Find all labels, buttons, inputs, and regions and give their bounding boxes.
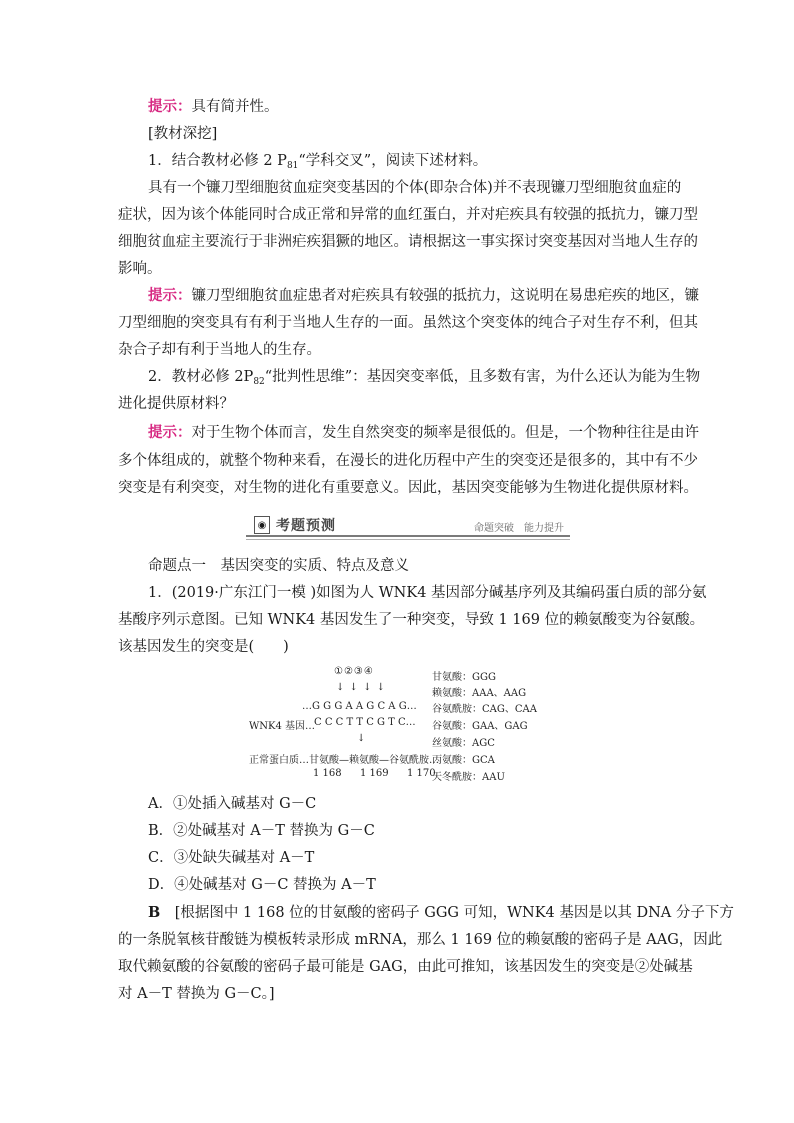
answer-line bbox=[148, 903, 734, 923]
codon-entry: 甘氨酸：GGG bbox=[432, 672, 496, 683]
question-1-title bbox=[148, 151, 487, 171]
hint-2-line: 杂合子却有利于当地人的生存。 bbox=[118, 342, 321, 358]
position-label: 1 168 bbox=[313, 768, 342, 779]
q1-page-sub: 81 bbox=[286, 161, 299, 171]
transcription-arrow: ↓ bbox=[357, 733, 366, 744]
banner-title-box bbox=[254, 515, 336, 535]
banner-rule bbox=[246, 535, 570, 537]
position-label: 1 170 bbox=[407, 768, 436, 779]
hint-text: 对于生物个体而言，发生自然突变的频率是很低的。但是，一个物种往往是由许 bbox=[191, 425, 699, 441]
q2-text-rest: “批判性思维”：基因突变率低，且多数有害，为什么还认为能为生物 bbox=[264, 369, 701, 385]
hint-2-line: 刀型细胞的突变具有有利于当地人生存的一面。虽然这个突变体的纯合子对生存不利，但其 bbox=[118, 315, 698, 331]
banner-subtitle: 命题突破 能力提升 bbox=[474, 523, 564, 534]
hint-label: 提示： bbox=[148, 287, 192, 304]
bookmark-icon: ◉ bbox=[254, 516, 270, 534]
mutation-markers: ①②③④ bbox=[334, 666, 374, 677]
question-2-title bbox=[148, 367, 700, 387]
option-a: A．①处插入碱基对 G－C bbox=[148, 796, 317, 812]
answer-line: 取代赖氨酸的谷氨酸的密码子最可能是 GAG，由此可推知，该基因发生的突变是②处碱基 bbox=[118, 959, 693, 975]
hint-3-line: 多个体组成的，就整个物种来看，在漫长的进化历程中产生的突变还是很多的，其中有不少 bbox=[118, 453, 698, 469]
answer-line: 对 A－T 替换为 G－C。] bbox=[118, 986, 275, 1002]
codon-entry: 赖氨酸：AAA、AAG bbox=[432, 688, 527, 699]
template-bottom-strand: C C C T T C G T C… bbox=[314, 717, 416, 728]
q1-para-line: 影响。 bbox=[118, 261, 162, 277]
answer-text: [根据图中 1 168 位的甘氨酸的密码子 GGG 可知，WNK4 基因是以其 DNA 分子下方 bbox=[174, 905, 734, 921]
q1-para-line: 具有一个镰刀型细胞贫血症突变基因的个体(即杂合体)并不表现镰刀型细胞贫血症的 bbox=[148, 180, 682, 196]
section-banner bbox=[246, 513, 570, 539]
hint-1 bbox=[148, 97, 279, 117]
hint-text: 具有简并性。 bbox=[191, 99, 279, 115]
answer-letter: B bbox=[148, 904, 161, 921]
template-top-strand: …G G G A A G C A G… bbox=[302, 701, 417, 712]
hint-3-line: 突变是有利突变，对生物的进化有重要意义。因此，基因突变能够为生物进化提供原材料。 bbox=[118, 480, 698, 496]
problem-line: 该基因发生的突变是( ) bbox=[118, 639, 289, 655]
position-label: 1 169 bbox=[360, 768, 389, 779]
q2-text: 2．教材必修 2P bbox=[148, 369, 254, 385]
protein-sequence: 正常蛋白质…甘氨酸—赖氨酸—谷氨酰胺… bbox=[249, 755, 439, 766]
hint-3 bbox=[148, 423, 699, 443]
hint-label: 提示： bbox=[148, 98, 192, 115]
hint-text: 镰刀型细胞贫血症患者对疟疾具有较强的抵抗力，这说明在易患疟疾的地区，镰 bbox=[191, 288, 699, 304]
option-b: B．②处碱基对 A－T 替换为 G－C bbox=[148, 823, 375, 839]
problem-line: 1．(2019·广东江门一模 )如图为人 WNK4 基因部分碱基序列及其编码蛋白质的部分氨 bbox=[148, 585, 707, 601]
option-c: C．③处缺失碱基对 A－T bbox=[148, 850, 315, 866]
problem-line: 基酸序列示意图。已知 WNK4 基因发生了一种突变，导致 1 169 位的赖氨酸变为谷氨酸。 bbox=[118, 612, 705, 628]
q1-para-line: 细胞贫血症主要流行于非洲疟疾猖獗的地区。请根据这一事实探讨突变基因对当地人生存的 bbox=[118, 234, 698, 250]
banner-title: 考题预测 bbox=[276, 518, 336, 534]
q2-line: 进化提供原材料？ bbox=[118, 396, 234, 412]
codon-entry: 丝氨酸：AGC bbox=[432, 738, 495, 749]
hint-label: 提示： bbox=[148, 424, 192, 441]
topic-heading: 命题点一 基因突变的实质、特点及意义 bbox=[148, 558, 409, 574]
q2-page-sub: 82 bbox=[253, 377, 265, 387]
codon-entry: 丙氨酸：GCA bbox=[432, 755, 495, 766]
q1-text: 1．结合教材必修 2 P bbox=[148, 153, 287, 169]
codon-entry: 天冬酰胺：AAU bbox=[432, 772, 505, 783]
marker-arrows: ↓ ↓ ↓ ↓ bbox=[336, 682, 387, 693]
gene-label: WNK4 基因… bbox=[249, 721, 316, 732]
option-d: D．④处碱基对 G－C 替换为 A－T bbox=[148, 877, 376, 893]
hint-2 bbox=[148, 286, 699, 306]
codon-entry: 谷氨酰胺：CAG、CAA bbox=[432, 704, 537, 715]
banner-rule-thin bbox=[246, 539, 570, 540]
answer-line: 的一条脱氧核苷酸链为模板转录形成 mRNA，那么 1 169 位的赖氨酸的密码子是 AAG，因此 bbox=[118, 932, 723, 948]
codon-entry: 谷氨酸：GAA、GAG bbox=[432, 721, 528, 732]
q1-text-rest: “学科交叉”，阅读下述材料。 bbox=[298, 153, 488, 169]
textbook-tag: [教材深挖] bbox=[148, 126, 218, 142]
q1-para-line: 症状，因为该个体能同时合成正常和异常的血红蛋白，并对疟疾具有较强的抵抗力，镰刀型 bbox=[118, 207, 698, 223]
